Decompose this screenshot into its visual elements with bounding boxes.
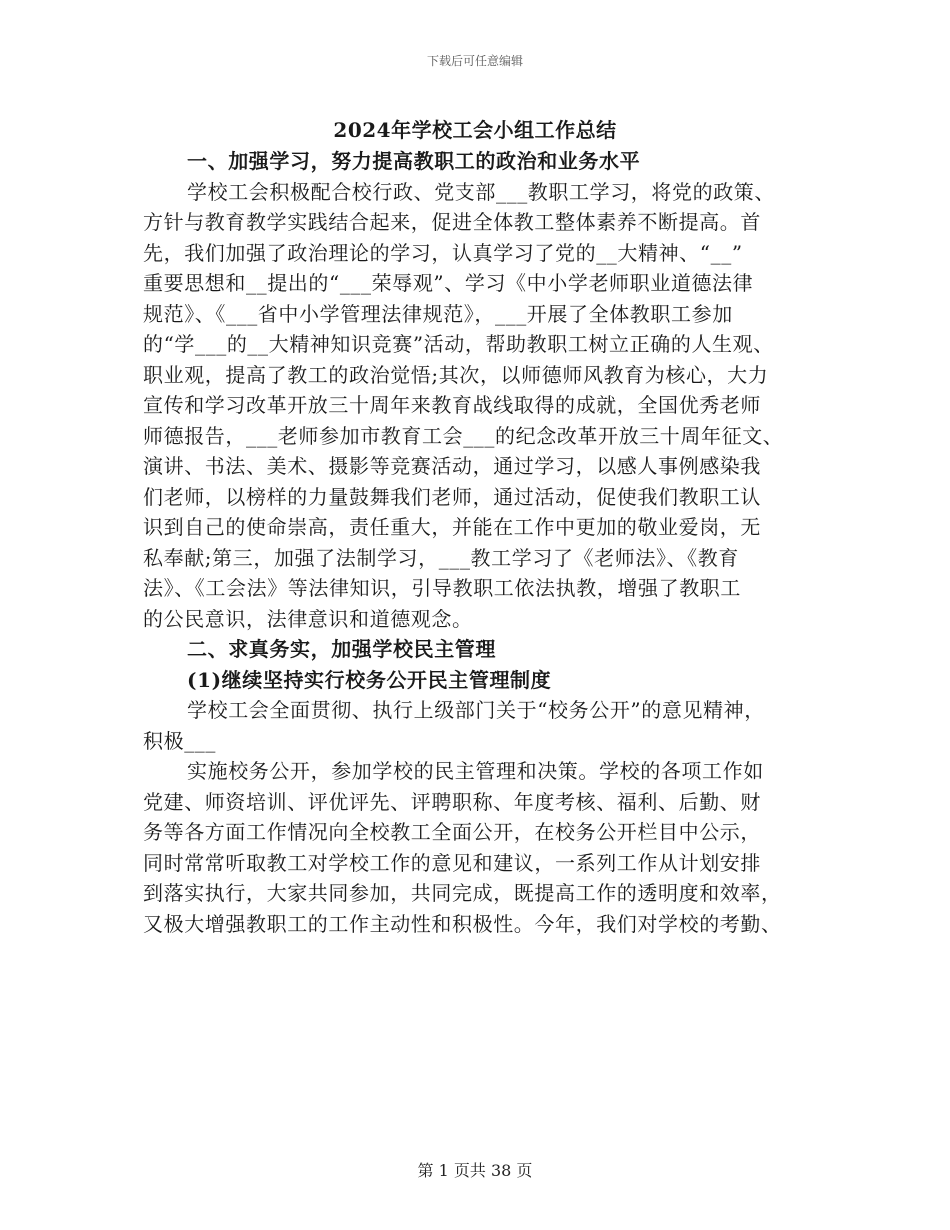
section-heading-1: 一、加强学习，努力提高教职工的政治和业务水平: [187, 149, 641, 173]
paragraph-line: 们老师，以榜样的力量鼓舞我们老师，通过活动，促使我们教职工认: [143, 484, 761, 509]
header-note: 下载后可任意编辑: [426, 54, 523, 68]
document-title: 2024年学校工会小组工作总结: [333, 118, 617, 142]
paragraph-line: 学校工会积极配合校行政、党支部___教职工学习，将党的政策、: [187, 179, 775, 204]
paragraph-line: 先，我们加强了政治理论的学习，认真学习了党的__大精神、“__”: [143, 240, 743, 265]
paragraph-line: 规范》、《___省中小学管理法律规范》，___开展了全体教职工参加: [143, 301, 733, 326]
paragraph-line: 宣传和学习改革开放三十周年来教育战线取得的成就，全国优秀老师: [143, 393, 761, 417]
paragraph-line: 职业观，提高了教工的政治觉悟;其次，以师德师风教育为核心，大力: [143, 362, 769, 387]
paragraph-line: 私奉献;第三，加强了法制学习，___教工学习了《老师法》、《教育: [143, 545, 739, 570]
paragraph-line: 务等各方面工作情况向全校教工全面公开，在校务公开栏目中公示，: [143, 820, 761, 844]
paragraph-line: 法》、《工会法》等法律知识，引导教职工依法执教，增强了教职工: [143, 576, 741, 600]
section-heading-2: 二、求真务实，加强学校民主管理: [187, 637, 496, 661]
paragraph-line: 的公民意识，法律意识和道德观念。: [143, 606, 473, 631]
paragraph-line: 方针与教育教学实践结合起来，促进全体教工整体素养不断提高。首: [143, 210, 761, 234]
page-number-footer: 第 1 页共 38 页: [417, 1161, 533, 1180]
subsection-heading: (1)继续坚持实行校务公开民主管理制度: [187, 667, 552, 692]
paragraph-line: 识到自己的使命崇高，责任重大，并能在工作中更加的敬业爱岗，无: [143, 515, 761, 539]
paragraph-line: 党建、师资培训、评优评先、评聘职称、年度考核、福利、后勤、财: [143, 789, 761, 814]
paragraph-line: 同时常常听取教工对学校工作的意见和建议，一系列工作从计划安排: [143, 850, 761, 875]
paragraph-line: 积极___: [143, 728, 216, 753]
paragraph-line: 又极大增强教职工的工作主动性和积极性。今年，我们对学校的考勤、: [143, 911, 782, 936]
paragraph-line: 师德报告，___老师参加市教育工会___的纪念改革开放三十周年征文、: [143, 423, 784, 448]
paragraph-line: 实施校务公开，参加学校的民主管理和决策。学校的各项工作如: [187, 759, 764, 783]
paragraph-line: 到落实执行，大家共同参加，共同完成，既提高工作的透明度和效率，: [143, 881, 782, 905]
paragraph-line: 重要思想和__提出的“___荣辱观”、学习《中小学老师职业道德法律: [143, 271, 754, 295]
paragraph-line: 学校工会全面贯彻、执行上级部门关于“校务公开”的意见精神，: [187, 698, 765, 722]
paragraph-line: 演讲、书法、美术、摄影等竞赛活动，通过学习，以感人事例感染我: [143, 454, 761, 478]
document-body: [143, 146, 813, 939]
paragraph-line: 的“学___的__大精神知识竞赛”活动，帮助教职工树立正确的人生观、: [143, 332, 774, 356]
